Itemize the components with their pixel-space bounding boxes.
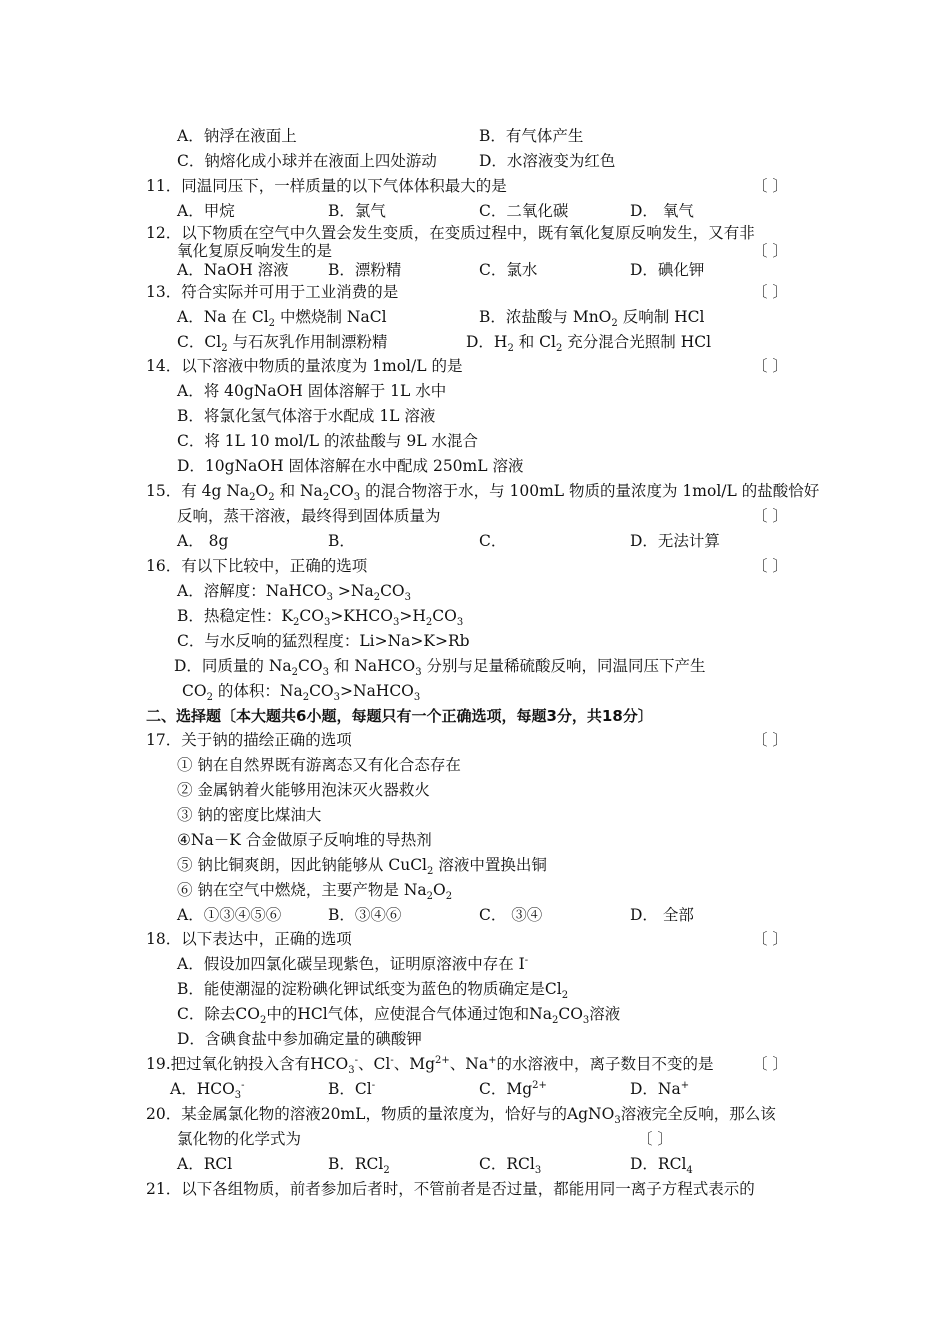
section-two-heading: 二、选择题〔本大题共6小题，每题只有一个正确选项，每题3分，共18分〕 xyxy=(146,707,653,725)
q20-option-a: A．RCl xyxy=(177,1155,233,1173)
q17-option-b: B．③④⑥ xyxy=(328,906,402,924)
q14-option-a: A．将 40gNaOH 固体溶解于 1L 水中 xyxy=(177,382,447,400)
q11-answer-bracket: 〔 〕 xyxy=(752,177,788,195)
q18-option-b: B．能使潮湿的淀粉碘化钾试纸变为蓝色的物质确定是$Cl_2$ xyxy=(177,980,569,1002)
q16-option-d: D．同质量的 $Na_2CO_3$ 和 NaHCO$_3$ 分别与足量稀硫酸反响，同温同压下产生 xyxy=(174,657,706,679)
q20-option-d: D．RCl$_4$ xyxy=(630,1155,693,1177)
q17-option-d: D． 全部 xyxy=(630,906,694,924)
q16-answer-bracket: 〔 〕 xyxy=(752,557,788,575)
q12-option-c: C．氯水 xyxy=(479,261,538,279)
q17-option-c: C． ③④ xyxy=(479,906,543,924)
q12-answer-bracket: 〔 〕 xyxy=(752,242,788,260)
q15-stem-line2: 反响，蒸干溶液，最终得到固体质量为 xyxy=(177,507,441,525)
q13-option-c: C．$Cl_2$ 与石灰乳作用制漂粉精 xyxy=(177,333,388,355)
q13-option-a: A．Na 在 $Cl_2$ 中燃烧制 NaCl xyxy=(177,308,387,330)
q15-option-d: D．无法计算 xyxy=(630,532,720,550)
q11-option-c: C．二氧化碳 xyxy=(479,202,569,220)
q11-option-d: D． 氧气 xyxy=(630,202,694,220)
q16-option-d-continued: $CO_2$ 的体积：$Na_2CO_3>NaHCO_3$ xyxy=(182,682,421,704)
q13-stem: 13．符合实际并可用于工业消费的是 xyxy=(146,283,399,301)
q15-option-b: B． xyxy=(328,532,355,550)
q20-option-c: C．RCl$_3$ xyxy=(479,1155,542,1177)
q19-stem: 19.把过氧化钠投入含有$HCO_3^-$、Cl-、$Mg^{2+}$、Na+的水溶液中，离子数目不变的是 xyxy=(146,1054,714,1077)
q18-option-c: C．除去$CO_2$中的HCl气体，应使混合气体通过饱和$Na_2CO_3$溶液 xyxy=(177,1005,621,1027)
q19-answer-bracket: 〔 〕 xyxy=(752,1055,788,1073)
q16-option-b: B．热稳定性：$K_2CO_3>KHCO_3>H_2CO_3$ xyxy=(177,607,464,629)
q11-stem: 11．同温同压下，一样质量的以下气体体积最大的是 xyxy=(146,177,507,195)
q10-option-d: D．水溶液变为红色 xyxy=(479,152,616,170)
q15-option-c: C． xyxy=(479,532,507,550)
q17-stem: 17．关于钠的描绘正确的选项 xyxy=(146,731,352,749)
q14-option-d: D．10gNaOH 固体溶解在水中配成 250mL 溶液 xyxy=(177,457,524,475)
q12-stem-line2: 氧化复原反响发生的是 xyxy=(177,242,333,260)
q13-answer-bracket: 〔 〕 xyxy=(752,283,788,301)
q17-statement-5: ⑤ 钠比铜爽朗，因此钠能够从 CuCl$_2$ 溶液中置换出铜 xyxy=(177,856,547,878)
q13-option-d: D．$H_2$ 和 $Cl_2$ 充分混合光照制 HCl xyxy=(466,333,712,355)
q18-option-a: A．假设加四氯化碳呈现紫色，证明原溶液中存在 I- xyxy=(177,954,529,973)
q17-statement-2: ② 金属钠着火能够用泡沫灭火器救火 xyxy=(177,781,430,799)
q18-option-d: D．含碘食盐中参加确定量的碘酸钾 xyxy=(177,1030,422,1048)
q20-option-b: B．RCl$_2$ xyxy=(328,1155,390,1177)
q10-option-c: C．钠熔化成小球并在液面上四处游动 xyxy=(177,152,437,170)
q13-option-b: B．浓盐酸与 MnO$_2$ 反响制 HCl xyxy=(479,308,705,330)
q12-stem-line1: 12．以下物质在空气中久置会发生变质，在变质过程中，既有氧化复原反响发生，又有非 xyxy=(146,224,755,242)
q16-option-a: A．溶解度：NaHCO$_3$ $>Na_2CO_3$ xyxy=(177,582,412,604)
q17-statement-1: ① 钠在自然界既有游离态又有化合态存在 xyxy=(177,756,461,774)
q12-option-a: A．NaOH 溶液 xyxy=(177,261,289,279)
q15-stem-line1: 15．有 4g $Na_2O_2$ 和 $Na_2CO_3$ 的混合物溶于水，与 100mL 物质的量浓度为 1mol/L 的盐酸恰好 xyxy=(146,482,820,504)
q12-option-d: D．碘化钾 xyxy=(630,261,705,279)
q17-answer-bracket: 〔 〕 xyxy=(752,731,788,749)
q16-stem: 16．有以下比较中，正确的选项 xyxy=(146,557,368,575)
q14-option-c: C．将 1L 10 mol/L 的浓盐酸与 9L 水混合 xyxy=(177,432,478,450)
q15-answer-bracket: 〔 〕 xyxy=(752,507,788,525)
q19-option-c: C．$Mg^{2+}$ xyxy=(479,1079,547,1098)
q17-statement-4: ④Na－K 合金做原子反响堆的导热剂 xyxy=(177,831,432,849)
q14-option-b: B．将氯化氢气体溶于水配成 1L 溶液 xyxy=(177,407,436,425)
q20-stem-line2: 氯化物的化学式为 xyxy=(177,1130,302,1148)
q20-answer-bracket: 〔 〕 xyxy=(637,1130,673,1148)
q18-stem: 18．以下表达中，正确的选项 xyxy=(146,930,352,948)
q10-option-b: B．有气体产生 xyxy=(479,127,584,145)
q16-option-c: C．与水反响的猛烈程度：Li>Na>K>Rb xyxy=(177,632,470,650)
q11-option-b: B．氯气 xyxy=(328,202,386,220)
q17-statement-6: ⑥ 钠在空气中燃烧，主要产物是 $Na_2O_2$ xyxy=(177,881,453,903)
q12-option-b: B．漂粉精 xyxy=(328,261,402,279)
q11-option-a: A．甲烷 xyxy=(177,202,235,220)
q18-answer-bracket: 〔 〕 xyxy=(752,930,788,948)
q19-option-d: D．Na+ xyxy=(630,1079,690,1098)
q17-statement-3: ③ 钠的密度比煤油大 xyxy=(177,806,322,824)
q19-option-a: A．$HCO_3^-$ xyxy=(170,1079,245,1102)
q17-option-a: A．①③④⑤⑥ xyxy=(177,906,282,924)
q10-option-a: A．钠浮在液面上 xyxy=(177,127,297,145)
q19-option-b: B．Cl- xyxy=(328,1079,376,1098)
q15-option-a: A． 8g xyxy=(177,532,229,550)
q20-stem-line1: 20．某金属氯化物的溶液20mL，物质的量浓度为，恰好与的AgNO$_3$溶液完全反响，那么该 xyxy=(146,1105,776,1127)
q21-stem: 21．以下各组物质，前者参加后者时，不管前者是否过量，都能用同一离子方程式表示的 xyxy=(146,1180,755,1198)
q14-stem: 14．以下溶液中物质的量浓度为 1mol/L 的是 xyxy=(146,357,463,375)
q14-answer-bracket: 〔 〕 xyxy=(752,357,788,375)
